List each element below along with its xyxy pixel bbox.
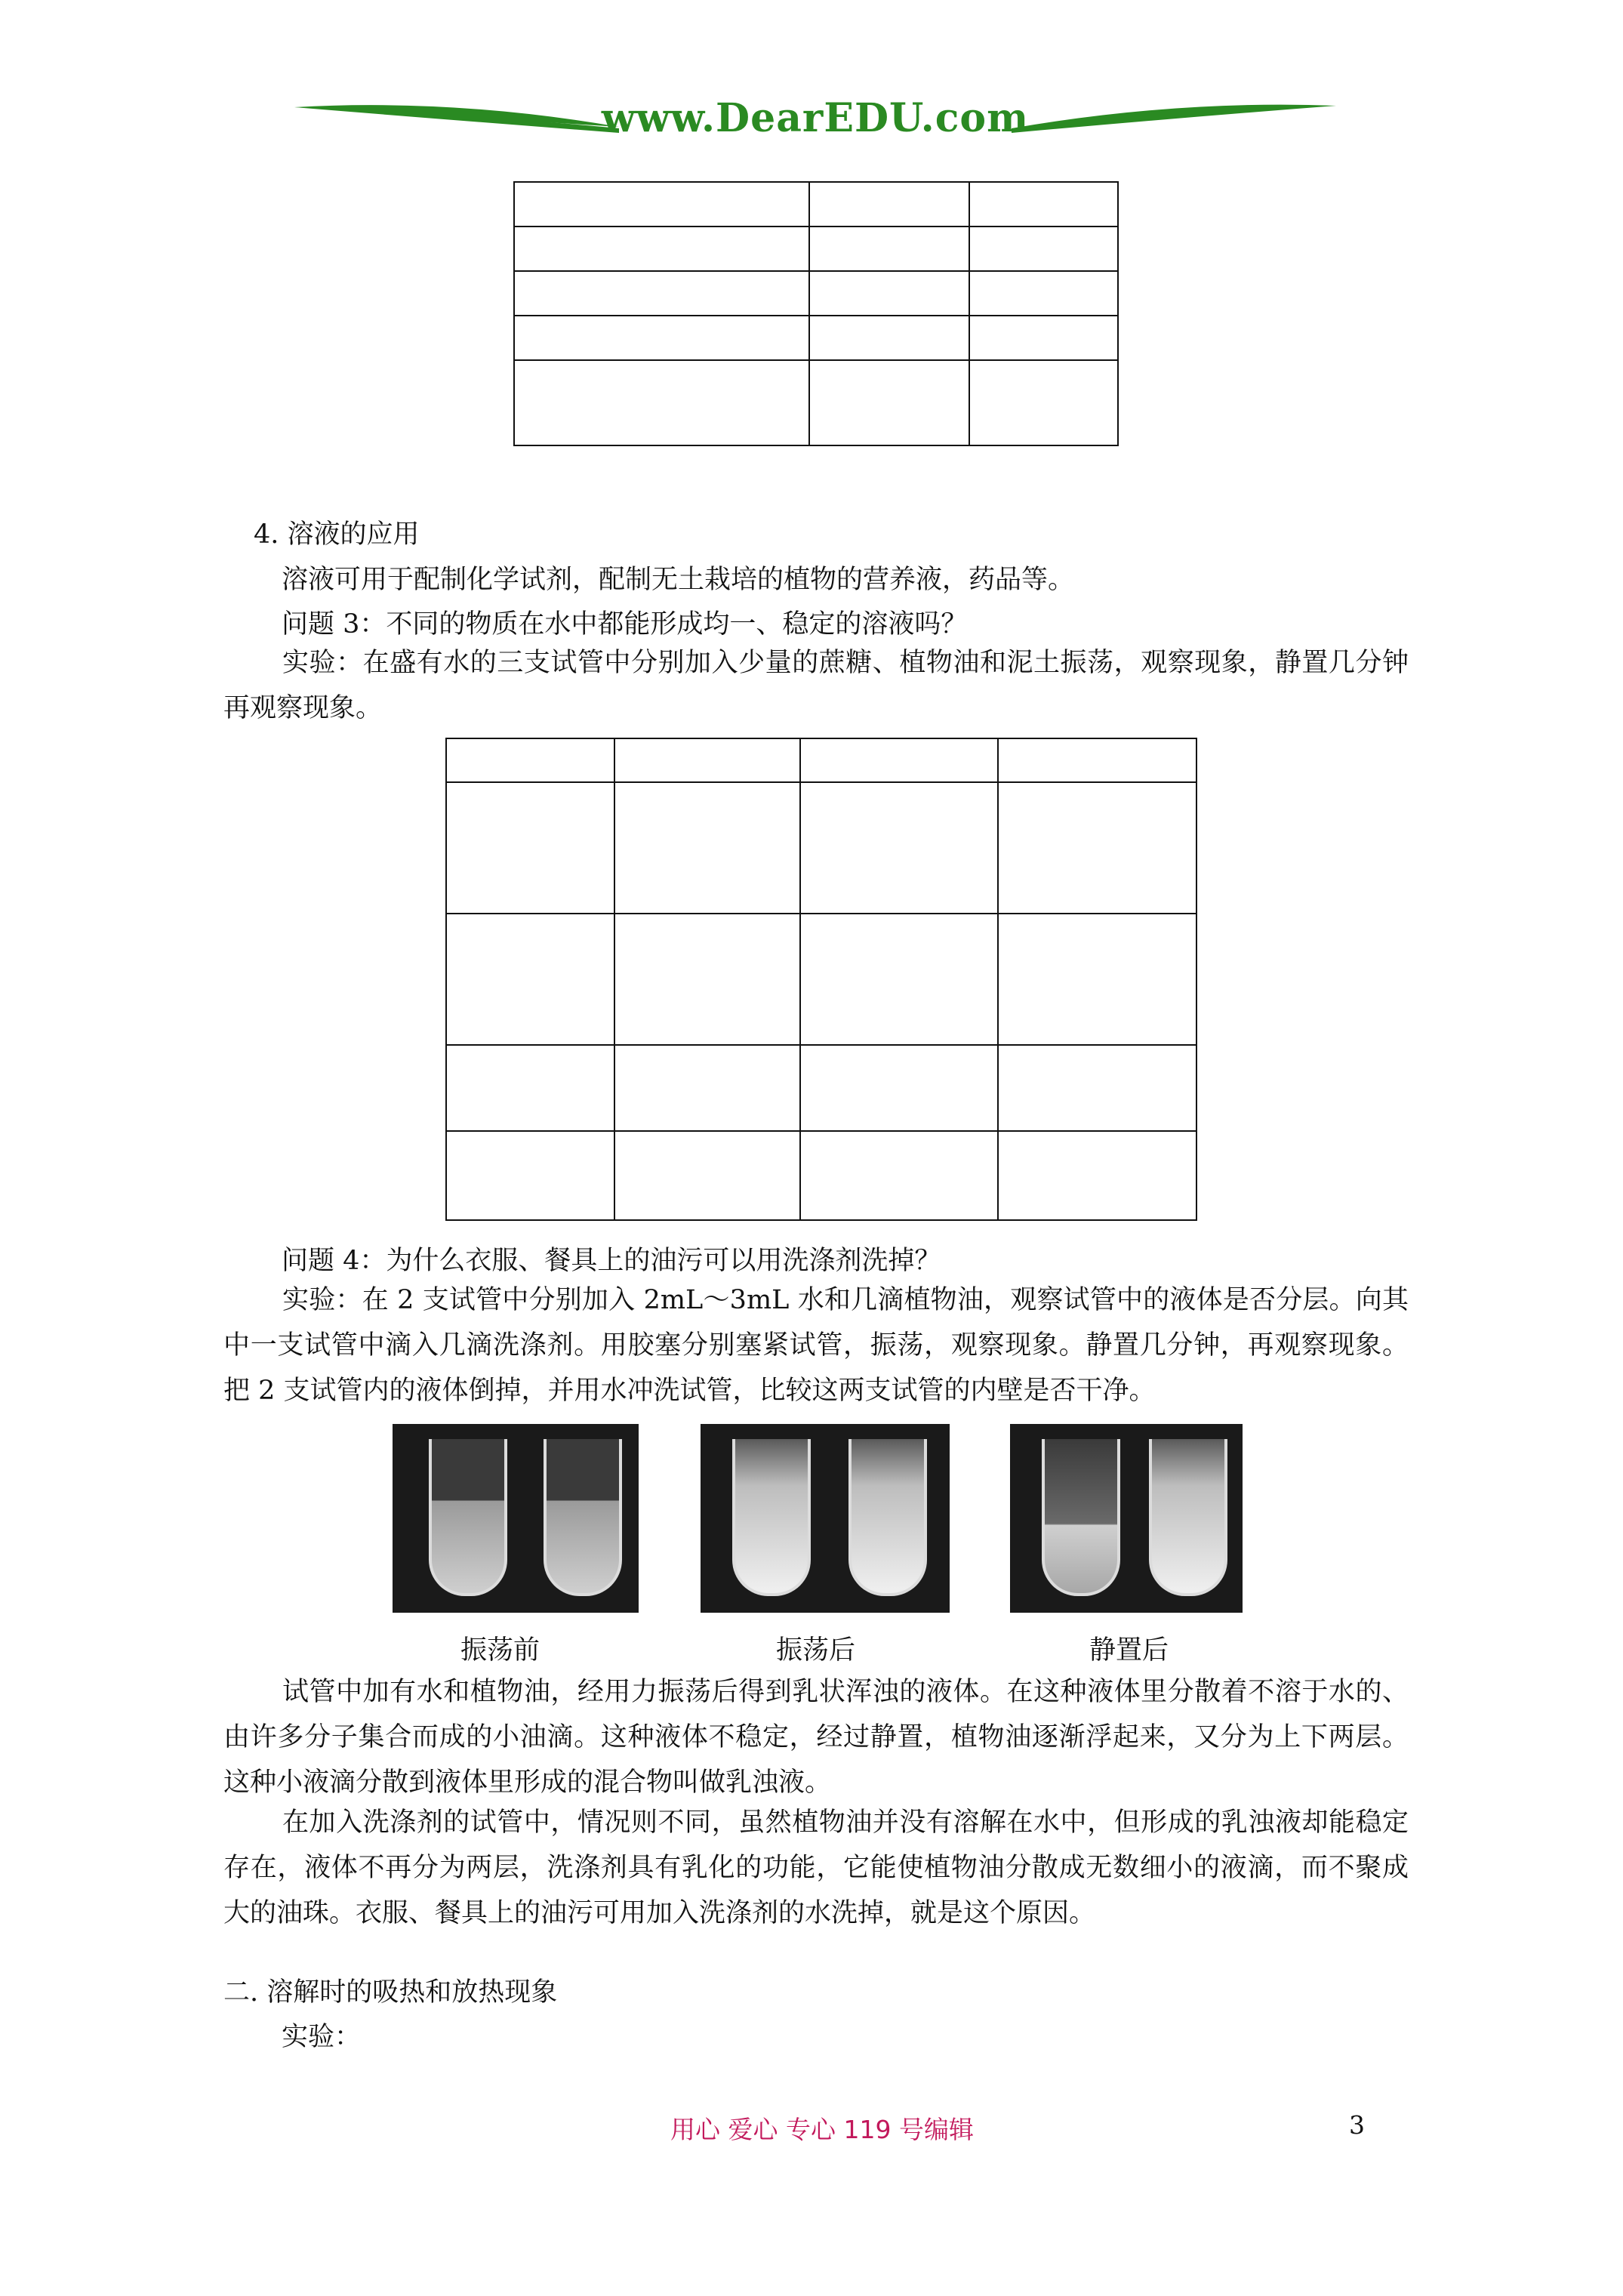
paragraph-emulsion: 试管中加有水和植物油，经用力振荡后得到乳状浑浊的液体。在这种液体里分散着不溶于水的、由许多分子集合而成的小油滴。这种液体不稳定，经过静置，植物油逐渐浮起来，又分为上下两层。这种小液滴分散到液体里形成的混合物叫做乳浊液。	[223, 1677, 1409, 1798]
table-cell	[614, 738, 801, 782]
table-cell	[969, 316, 1118, 360]
test-tube-icon	[848, 1439, 927, 1596]
experiment-2-text: 实验：在 2 支试管中分别加入 2mL～3mL 水和几滴植物油，观察试管中的液体是否分层。向其中一支试管中滴入几滴洗涤剂。用胶塞分别塞紧试管，振荡，观察现象。静置几分钟，再观察现象。把 2 支试管内的液体倒掉，并用水冲洗试管，比较这两支试管的内壁是否干净。	[223, 1285, 1409, 1406]
test-tube-icon	[429, 1439, 507, 1596]
question-4: 问题 4：为什么衣服、餐具上的油污可以用洗涤剂洗掉？	[282, 1246, 941, 1276]
table-cell	[514, 316, 809, 360]
table-cell	[514, 227, 809, 271]
table-cell	[800, 1131, 997, 1220]
table-cell	[809, 316, 969, 360]
photo-caption-after-standing: 静置后	[1089, 1635, 1169, 1666]
site-header	[287, 91, 1344, 159]
section-4-text: 溶液可用于配制化学试剂，配制无土栽培的植物的营养液，药品等。	[282, 565, 1075, 595]
table-cell	[998, 782, 1196, 914]
page-number: 3	[1349, 2110, 1365, 2140]
question-3: 问题 3：不同的物质在水中都能形成均一、稳定的溶液吗？	[282, 609, 968, 639]
footer-note: 用心 爱心 专心 119 号编辑	[670, 2115, 974, 2144]
table-cell	[800, 1045, 997, 1131]
table-cell	[998, 1131, 1196, 1220]
table-cell	[969, 271, 1118, 316]
photo-caption-before: 振荡前	[460, 1635, 540, 1666]
table-cell	[969, 227, 1118, 271]
table-cell	[446, 914, 614, 1045]
photo-after-shaking	[701, 1424, 950, 1613]
table-cell	[514, 271, 809, 316]
table-cell	[446, 738, 614, 782]
table-cell	[514, 182, 809, 227]
table-cell	[614, 1045, 801, 1131]
table-cell	[614, 914, 801, 1045]
table-cell	[800, 738, 997, 782]
table-cell	[800, 782, 997, 914]
table-cell	[446, 782, 614, 914]
table-cell	[614, 782, 801, 914]
table-cell	[998, 1045, 1196, 1131]
table-cell	[998, 738, 1196, 782]
table-cell	[969, 360, 1118, 445]
photo-caption-after-shaking: 振荡后	[776, 1635, 856, 1666]
table-empty-1	[513, 181, 1119, 446]
table-cell	[809, 227, 969, 271]
experiment-1-text: 实验：在盛有水的三支试管中分别加入少量的蔗糖、植物油和泥土振荡，观察现象，静置几分钟再观察现象。	[223, 648, 1409, 723]
table-cell	[446, 1045, 614, 1131]
photo-before-shaking	[393, 1424, 639, 1613]
table-cell	[800, 914, 997, 1045]
test-tube-icon	[732, 1439, 811, 1596]
section-heading-2: 二. 溶解时的吸热和放热现象	[223, 1977, 558, 2008]
paragraph-detergent: 在加入洗涤剂的试管中，情况则不同，虽然植物油并没有溶解在水中，但形成的乳浊液却能稳定存在，液体不再分为两层，洗涤剂具有乳化的功能，它能使植物油分散成无数细小的液滴，而不聚成大的油珠。衣服、餐具上的油污可用加入洗涤剂的水洗掉，就是这个原因。	[223, 1808, 1409, 1928]
test-tube-icon	[1042, 1439, 1120, 1596]
table-cell	[809, 360, 969, 445]
site-url: www.DearEDU.com	[601, 95, 1030, 141]
test-tube-icon	[1149, 1439, 1227, 1596]
table-cell	[514, 360, 809, 445]
section-heading-4: 4. 溶液的应用	[254, 519, 420, 550]
table-cell	[614, 1131, 801, 1220]
table-cell	[809, 182, 969, 227]
table-cell	[998, 914, 1196, 1045]
table-cell	[809, 271, 969, 316]
photo-after-standing	[1010, 1424, 1243, 1613]
table-cell	[969, 182, 1118, 227]
section-2-experiment: 实验：	[282, 2022, 362, 2052]
table-empty-2	[445, 738, 1197, 1221]
table-cell	[446, 1131, 614, 1220]
test-tube-icon	[544, 1439, 622, 1596]
